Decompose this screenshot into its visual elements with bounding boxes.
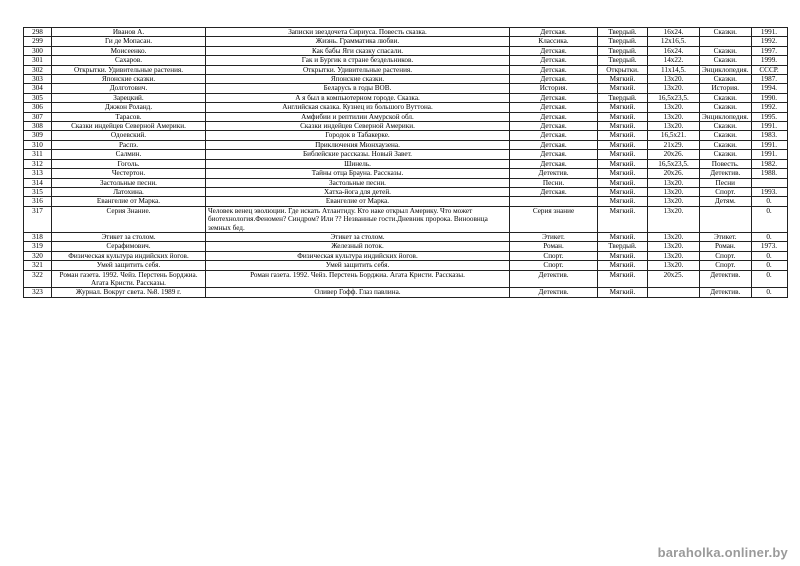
genre-cell: Спорт. bbox=[510, 251, 598, 260]
binding-cell: Твердый. bbox=[598, 46, 648, 55]
binding-cell: Открытки. bbox=[598, 65, 648, 74]
binding-cell: Мягкий. bbox=[598, 270, 648, 288]
binding-cell: Твердый. bbox=[598, 28, 648, 37]
table-row bbox=[24, 150, 788, 159]
table-row bbox=[24, 131, 788, 140]
row-number: 323 bbox=[24, 288, 52, 297]
title-cell: Роман газета. 1992. Чейз. Перстень Борджиа. Агата Кристи. Рассказы. bbox=[206, 270, 510, 288]
author-cell: Ги де Мопасан. bbox=[52, 37, 206, 46]
table-row bbox=[24, 206, 788, 232]
table-row bbox=[24, 187, 788, 196]
category-cell: Сказки. bbox=[700, 56, 752, 65]
format-cell: 13х20. bbox=[648, 122, 700, 131]
author-cell: Одоевский. bbox=[52, 131, 206, 140]
genre-cell: Детская. bbox=[510, 46, 598, 55]
format-cell: 21х29. bbox=[648, 140, 700, 149]
author-cell: Серия Знание. bbox=[52, 206, 206, 232]
binding-cell: Мягкий. bbox=[598, 131, 648, 140]
row-number: 311 bbox=[24, 150, 52, 159]
author-cell: Салмин. bbox=[52, 150, 206, 159]
category-cell: Спорт. bbox=[700, 251, 752, 260]
year-cell: 0. bbox=[751, 206, 787, 232]
year-cell: 1994. bbox=[751, 84, 787, 93]
year-cell: 1999. bbox=[751, 56, 787, 65]
category-cell: Спорт. bbox=[700, 187, 752, 196]
binding-cell: Мягкий. bbox=[598, 169, 648, 178]
genre-cell: История. bbox=[510, 84, 598, 93]
row-number: 314 bbox=[24, 178, 52, 187]
year-cell: 0. bbox=[751, 197, 787, 206]
category-cell: Детектив. bbox=[700, 169, 752, 178]
binding-cell: Мягкий. bbox=[598, 178, 648, 187]
author-cell: Японские сказки. bbox=[52, 75, 206, 84]
genre-cell: Классика. bbox=[510, 37, 598, 46]
table-row bbox=[24, 140, 788, 149]
binding-cell: Мягкий. bbox=[598, 261, 648, 270]
title-cell: Железный поток. bbox=[206, 242, 510, 251]
title-cell: Амфибии и рептилии Амурской обл. bbox=[206, 112, 510, 121]
format-cell: 13х20. bbox=[648, 103, 700, 112]
row-number: 315 bbox=[24, 187, 52, 196]
format-cell: 12х16,5. bbox=[648, 37, 700, 46]
genre-cell: Детская. bbox=[510, 187, 598, 196]
format-cell bbox=[648, 288, 700, 297]
genre-cell: Роман. bbox=[510, 242, 598, 251]
title-cell: Физическая культура индийских йогов. bbox=[206, 251, 510, 260]
format-cell: 13х20. bbox=[648, 242, 700, 251]
category-cell: Детектив. bbox=[700, 270, 752, 288]
binding-cell: Мягкий. bbox=[598, 197, 648, 206]
category-cell: Сказки. bbox=[700, 28, 752, 37]
category-cell: Сказки. bbox=[700, 140, 752, 149]
table-row bbox=[24, 112, 788, 121]
author-cell: Латохина. bbox=[52, 187, 206, 196]
title-cell: Английская сказка. Кузнец из большого Вуттона. bbox=[206, 103, 510, 112]
row-number: 322 bbox=[24, 270, 52, 288]
row-number: 299 bbox=[24, 37, 52, 46]
binding-cell: Твердый. bbox=[598, 93, 648, 102]
author-cell: Гоголь. bbox=[52, 159, 206, 168]
author-cell: Физическая культура индийских йогов. bbox=[52, 251, 206, 260]
author-cell: Долготович. bbox=[52, 84, 206, 93]
category-cell: Сказки. bbox=[700, 75, 752, 84]
format-cell: 20х26. bbox=[648, 150, 700, 159]
row-number: 298 bbox=[24, 28, 52, 37]
title-cell: Гак и Бургик в стране бездельников. bbox=[206, 56, 510, 65]
table-row bbox=[24, 288, 788, 297]
category-cell: Энциклопедия. bbox=[700, 112, 752, 121]
year-cell: 0. bbox=[751, 288, 787, 297]
author-cell: Журнал. Вокруг света. №8. 1989 г. bbox=[52, 288, 206, 297]
author-cell: Зарецкий. bbox=[52, 93, 206, 102]
year-cell: 1991. bbox=[751, 28, 787, 37]
genre-cell: Детская. bbox=[510, 103, 598, 112]
category-cell: Сказки. bbox=[700, 122, 752, 131]
genre-cell: Детская. bbox=[510, 93, 598, 102]
format-cell: 16х24. bbox=[648, 46, 700, 55]
format-cell: 13х20. bbox=[648, 187, 700, 196]
title-cell: Беларусь в годы ВОВ. bbox=[206, 84, 510, 93]
table-body bbox=[24, 28, 788, 298]
category-cell: Песни bbox=[700, 178, 752, 187]
table-row bbox=[24, 242, 788, 251]
title-cell: Человек венец эволюции. Где искать Атлантиду. Кто иаке открыл Америку. Что может биотехнология.Феномен? Синдром? Или ?? Незванные гости.Дневник пророка. Виноовнца земных бед. bbox=[206, 206, 510, 232]
table-row bbox=[24, 178, 788, 187]
table-row bbox=[24, 75, 788, 84]
binding-cell: Мягкий. bbox=[598, 288, 648, 297]
table-row bbox=[24, 197, 788, 206]
genre-cell: Детектив. bbox=[510, 270, 598, 288]
row-number: 321 bbox=[24, 261, 52, 270]
genre-cell: Песни. bbox=[510, 178, 598, 187]
table-row bbox=[24, 232, 788, 241]
genre-cell: Детская. bbox=[510, 140, 598, 149]
category-cell: Спорт. bbox=[700, 261, 752, 270]
year-cell: 0. bbox=[751, 270, 787, 288]
table-row bbox=[24, 56, 788, 65]
genre-cell bbox=[510, 197, 598, 206]
category-cell: Энциклопедия. bbox=[700, 65, 752, 74]
year-cell: 1991. bbox=[751, 122, 787, 131]
author-cell: Тарасов. bbox=[52, 112, 206, 121]
author-cell: Сахаров. bbox=[52, 56, 206, 65]
author-cell: Роман газета. 1992. Чейз. Перстень Борджиа. Агата Кристи. Рассказы. bbox=[52, 270, 206, 288]
year-cell: 1991. bbox=[751, 150, 787, 159]
title-cell: Открытки. Удивительные растения. bbox=[206, 65, 510, 74]
year-cell: СССР. bbox=[751, 65, 787, 74]
genre-cell: Детская. bbox=[510, 112, 598, 121]
format-cell: 13х20. bbox=[648, 178, 700, 187]
category-cell: Детектив. bbox=[700, 288, 752, 297]
category-cell: Роман. bbox=[700, 242, 752, 251]
title-cell: Тайны отца Брауна. Рассказы. bbox=[206, 169, 510, 178]
table-row bbox=[24, 159, 788, 168]
row-number: 301 bbox=[24, 56, 52, 65]
title-cell: Хатха-йога для детей. bbox=[206, 187, 510, 196]
row-number: 313 bbox=[24, 169, 52, 178]
year-cell: 1995. bbox=[751, 112, 787, 121]
binding-cell: Мягкий. bbox=[598, 103, 648, 112]
author-cell: Умей защитить себя. bbox=[52, 261, 206, 270]
genre-cell: Детская. bbox=[510, 75, 598, 84]
author-cell: Моисеенко. bbox=[52, 46, 206, 55]
table-row bbox=[24, 46, 788, 55]
table-row bbox=[24, 93, 788, 102]
format-cell: 13х20. bbox=[648, 112, 700, 121]
year-cell: 1990. bbox=[751, 93, 787, 102]
author-cell: Джжон Роланд. bbox=[52, 103, 206, 112]
genre-cell: Детская. bbox=[510, 159, 598, 168]
category-cell: Детям. bbox=[700, 197, 752, 206]
genre-cell: Детская. bbox=[510, 65, 598, 74]
category-cell bbox=[700, 37, 752, 46]
row-number: 306 bbox=[24, 103, 52, 112]
category-cell: Сказки. bbox=[700, 103, 752, 112]
author-cell: Этикет за столом. bbox=[52, 232, 206, 241]
title-cell: Евангелие от Марка. bbox=[206, 197, 510, 206]
binding-cell: Мягкий. bbox=[598, 206, 648, 232]
binding-cell: Мягкий. bbox=[598, 84, 648, 93]
genre-cell: Детская. bbox=[510, 28, 598, 37]
author-cell: Евангелие от Марка. bbox=[52, 197, 206, 206]
category-cell: Сказки. bbox=[700, 93, 752, 102]
year-cell: 0. bbox=[751, 261, 787, 270]
year-cell: 1982. bbox=[751, 159, 787, 168]
title-cell: Сказки индейцев Северной Америки. bbox=[206, 122, 510, 131]
genre-cell: Этикет. bbox=[510, 232, 598, 241]
year-cell: 1992. bbox=[751, 37, 787, 46]
year-cell: 1987. bbox=[751, 75, 787, 84]
watermark: baraholka.onliner.by bbox=[657, 545, 788, 560]
binding-cell: Мягкий. bbox=[598, 232, 648, 241]
genre-cell: Спорт. bbox=[510, 261, 598, 270]
genre-cell: Детская. bbox=[510, 122, 598, 131]
year-cell: 0. bbox=[751, 251, 787, 260]
row-number: 304 bbox=[24, 84, 52, 93]
table-row bbox=[24, 37, 788, 46]
genre-cell: Детектив. bbox=[510, 169, 598, 178]
year-cell: 1997. bbox=[751, 46, 787, 55]
row-number: 317 bbox=[24, 206, 52, 232]
binding-cell: Мягкий. bbox=[598, 122, 648, 131]
title-cell: Умей защитить себя. bbox=[206, 261, 510, 270]
binding-cell: Мягкий. bbox=[598, 112, 648, 121]
row-number: 305 bbox=[24, 93, 52, 102]
title-cell: Этикет за столом. bbox=[206, 232, 510, 241]
title-cell: Приключения Мюнхаузена. bbox=[206, 140, 510, 149]
book-catalog-table bbox=[23, 27, 788, 298]
format-cell: 16,5х23,5. bbox=[648, 159, 700, 168]
row-number: 302 bbox=[24, 65, 52, 74]
table-row bbox=[24, 251, 788, 260]
table-row bbox=[24, 169, 788, 178]
format-cell: 13х20. bbox=[648, 261, 700, 270]
binding-cell: Мягкий. bbox=[598, 150, 648, 159]
format-cell: 16,5х23,5. bbox=[648, 93, 700, 102]
format-cell: 16,5х21. bbox=[648, 131, 700, 140]
title-cell: Японские сказки. bbox=[206, 75, 510, 84]
year-cell: 1992. bbox=[751, 103, 787, 112]
year-cell bbox=[751, 178, 787, 187]
row-number: 310 bbox=[24, 140, 52, 149]
category-cell bbox=[700, 206, 752, 232]
format-cell: 20х26. bbox=[648, 169, 700, 178]
category-cell: Этикет. bbox=[700, 232, 752, 241]
genre-cell: Детская. bbox=[510, 131, 598, 140]
year-cell: 1973. bbox=[751, 242, 787, 251]
row-number: 309 bbox=[24, 131, 52, 140]
title-cell: А я был в компьютерном городе. Сказка. bbox=[206, 93, 510, 102]
row-number: 316 bbox=[24, 197, 52, 206]
category-cell: История. bbox=[700, 84, 752, 93]
format-cell: 13х20. bbox=[648, 75, 700, 84]
category-cell: Сказки. bbox=[700, 150, 752, 159]
format-cell: 13х20. bbox=[648, 197, 700, 206]
genre-cell: Детская. bbox=[510, 150, 598, 159]
category-cell: Сказки. bbox=[700, 46, 752, 55]
table-row bbox=[24, 65, 788, 74]
category-cell: Повесть. bbox=[700, 159, 752, 168]
table-row bbox=[24, 261, 788, 270]
row-number: 303 bbox=[24, 75, 52, 84]
row-number: 312 bbox=[24, 159, 52, 168]
author-cell: Серафимович. bbox=[52, 242, 206, 251]
format-cell: 11х14,5. bbox=[648, 65, 700, 74]
year-cell: 0. bbox=[751, 232, 787, 241]
row-number: 308 bbox=[24, 122, 52, 131]
binding-cell: Мягкий. bbox=[598, 75, 648, 84]
year-cell: 1988. bbox=[751, 169, 787, 178]
author-cell: Открытки. Удивительные растения. bbox=[52, 65, 206, 74]
author-cell: Сказки индейцев Северной Америки. bbox=[52, 122, 206, 131]
binding-cell: Твердый. bbox=[598, 242, 648, 251]
binding-cell: Твердый. bbox=[598, 37, 648, 46]
author-cell: Застольные песни. bbox=[52, 178, 206, 187]
title-cell: Жизнь. Грамматика любви. bbox=[206, 37, 510, 46]
format-cell: 20х25. bbox=[648, 270, 700, 288]
binding-cell: Мягкий. bbox=[598, 159, 648, 168]
title-cell: Записки звездочета Сириуса. Повесть сказка. bbox=[206, 28, 510, 37]
table-row bbox=[24, 103, 788, 112]
row-number: 307 bbox=[24, 112, 52, 121]
table-row bbox=[24, 270, 788, 288]
title-cell: Оливер Гофф. Глаз павлина. bbox=[206, 288, 510, 297]
author-cell: Честертон. bbox=[52, 169, 206, 178]
title-cell: Как бабы Яги сказку спасали. bbox=[206, 46, 510, 55]
binding-cell: Мягкий. bbox=[598, 187, 648, 196]
format-cell: 13х20. bbox=[648, 232, 700, 241]
table-row bbox=[24, 84, 788, 93]
binding-cell: Твердый. bbox=[598, 56, 648, 65]
format-cell: 13х20. bbox=[648, 206, 700, 232]
binding-cell: Мягкий. bbox=[598, 140, 648, 149]
title-cell: Библейские рассказы. Новый Завет. bbox=[206, 150, 510, 159]
author-cell: Иванов А. bbox=[52, 28, 206, 37]
year-cell: 1993. bbox=[751, 187, 787, 196]
binding-cell: Мягкий. bbox=[598, 251, 648, 260]
row-number: 318 bbox=[24, 232, 52, 241]
table-row bbox=[24, 28, 788, 37]
row-number: 300 bbox=[24, 46, 52, 55]
year-cell: 1991. bbox=[751, 140, 787, 149]
row-number: 319 bbox=[24, 242, 52, 251]
table-row bbox=[24, 122, 788, 131]
row-number: 320 bbox=[24, 251, 52, 260]
genre-cell: Серия знание bbox=[510, 206, 598, 232]
title-cell: Шинель. bbox=[206, 159, 510, 168]
title-cell: Застольные песни. bbox=[206, 178, 510, 187]
year-cell: 1983. bbox=[751, 131, 787, 140]
format-cell: 13х20. bbox=[648, 84, 700, 93]
format-cell: 14х22. bbox=[648, 56, 700, 65]
format-cell: 13х20. bbox=[648, 251, 700, 260]
category-cell: Сказки. bbox=[700, 131, 752, 140]
genre-cell: Детская. bbox=[510, 56, 598, 65]
author-cell: Распэ. bbox=[52, 140, 206, 149]
format-cell: 16х24. bbox=[648, 28, 700, 37]
title-cell: Городок в Табакерке. bbox=[206, 131, 510, 140]
genre-cell: Детектив. bbox=[510, 288, 598, 297]
